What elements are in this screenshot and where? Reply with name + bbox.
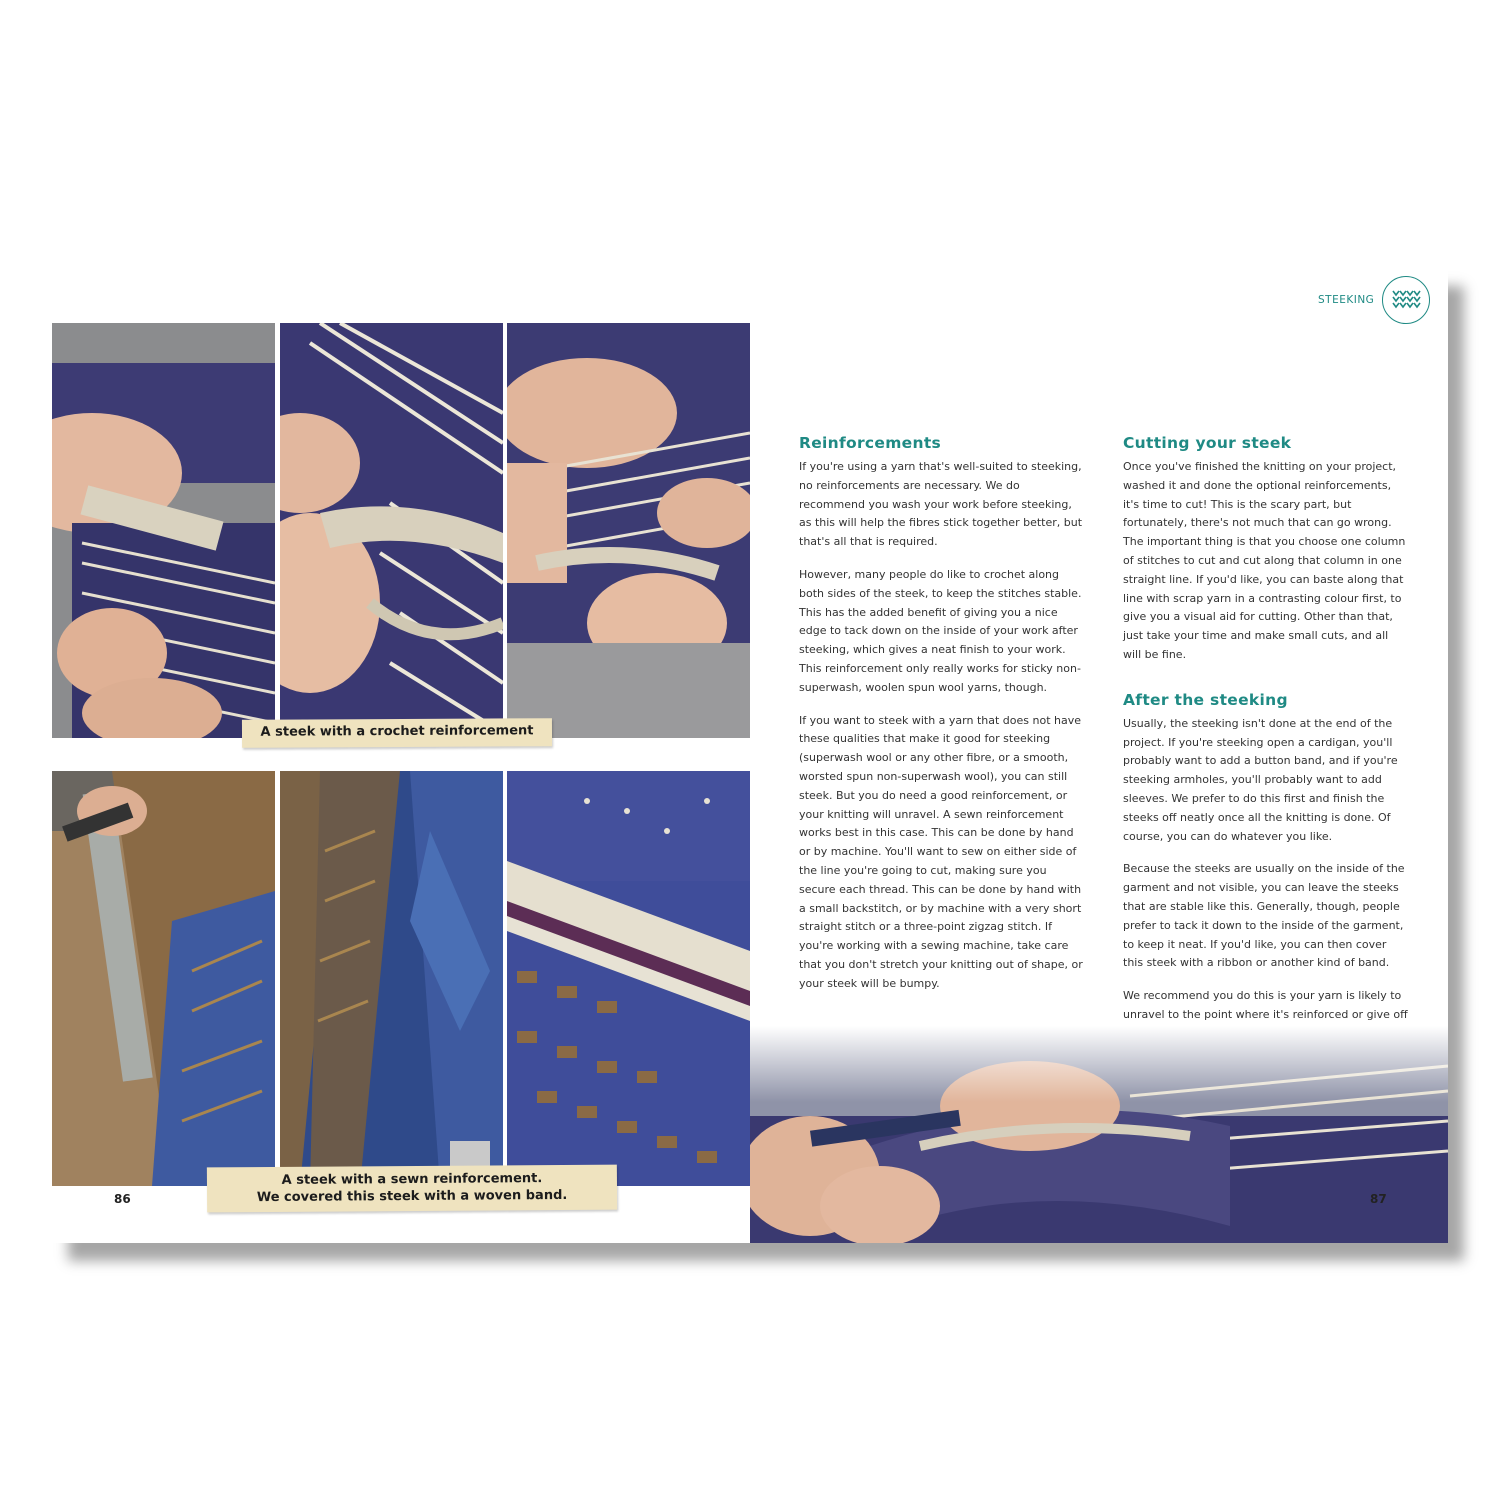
caption-sewn-reinforcement bbox=[207, 1165, 617, 1213]
caption-sewn-line2: We covered this steek with a woven band. bbox=[256, 1187, 568, 1206]
column-cutting-after bbox=[1123, 434, 1408, 1058]
paragraph: Once you've finished the knitting on your project, washed it and done the optional reinforcements, it's time to cut! This is the scary part, but fortunately, there's not much that can go wrong. The important thing is that you choose one column of stitches to cut and cut along that column in one straight line. If you'd like, you can baste along that line with scrap yarn in a contrasting colour first, to give you a visual aid for cutting. Other than that, just take your time and make small cuts, and all will be fine. bbox=[1123, 460, 1406, 661]
column-reinforcements bbox=[799, 434, 1084, 1008]
photo-cutting-steek bbox=[750, 1026, 1448, 1243]
photo-sewn-steek-1 bbox=[52, 771, 275, 1186]
photo-crochet-steek-1 bbox=[52, 323, 275, 738]
caption-crochet-text: A steek with a crochet reinforcement bbox=[260, 723, 534, 740]
photo-crochet-steek-3 bbox=[507, 323, 750, 738]
knitting-stitches-icon bbox=[1382, 276, 1430, 324]
paragraph: If you want to steek with a yarn that does not have these qualities that make it good for steeking (superwash wool or any other fibre, or a smooth, worsted spun non-superwash wool), you can still steek. But you do need a good reinforcement, or your knitting will unravel. A sewn reinforcement works best in this case. This can be done by hand or by machine. You'll want to sew on either side of the line you're going to cut, making sure you secure each thread. This can be done by hand with a small backstitch, or by machine with a very short straight stitch or a three-point zigzag stitch. If you're working with a sewing machine, take care that you don't stretch your knitting out of shape, or your steek will be bumpy. bbox=[799, 713, 1083, 990]
paragraph: Usually, the steeking isn't done at the end of the project. If you're steeking open a cardigan, you'll probably want to add a button band, and if you're steeking armholes, you'll probably want to add sleeves. We prefer to do this first and finish the steeks off neatly once all the knitting is done. Of course, you can do whatever you like. bbox=[1123, 716, 1398, 843]
photo-crochet-steek-2 bbox=[280, 323, 503, 738]
paragraph: We recommend you do this is your yarn is likely to unravel to the point where it's reinforced or give off bbox=[1123, 989, 1408, 1021]
page-number-left: 86 bbox=[114, 1192, 131, 1206]
paragraph: However, many people do like to crochet along both sides of the steek, to keep the stitches stable. This has the added benefit of giving you a nice edge to tack down on the inside of your work after steeking, which gives a neat finish to your work. This reinforcement only really works for sticky non-superwash, woolen spun wool yarns, though. bbox=[799, 567, 1082, 694]
running-head: STEEKING bbox=[1318, 294, 1375, 306]
caption-crochet-reinforcement bbox=[242, 718, 552, 748]
page-number-right: 87 bbox=[1370, 1192, 1387, 1206]
heading-after-steeking: After the steeking bbox=[1123, 690, 1288, 709]
heading-reinforcements: Reinforcements bbox=[799, 434, 942, 452]
paragraph: If you're using a yarn that's well-suited to steeking, no reinforcements are necessary. We do recommend you wash your work before steeking, as this will help the fibres stick together better, but that's all that is required. bbox=[799, 460, 1083, 549]
heading-cutting: Cutting your steek bbox=[1123, 434, 1292, 452]
photo-sewn-steek-3 bbox=[507, 771, 750, 1186]
photo-sewn-steek-2 bbox=[280, 771, 503, 1186]
book-spread bbox=[52, 268, 1448, 1243]
paragraph: Because the steeks are usually on the inside of the garment and not visible, you can leave the steeks that are stable like this. Generally, though, people prefer to tack it down to the inside of the garment, to keep it neat. If you'd like, you can then cover this steek with a ribbon or another kind of band. bbox=[1123, 862, 1405, 970]
caption-sewn-line1: A steek with a sewn reinforcement. bbox=[281, 1171, 543, 1188]
